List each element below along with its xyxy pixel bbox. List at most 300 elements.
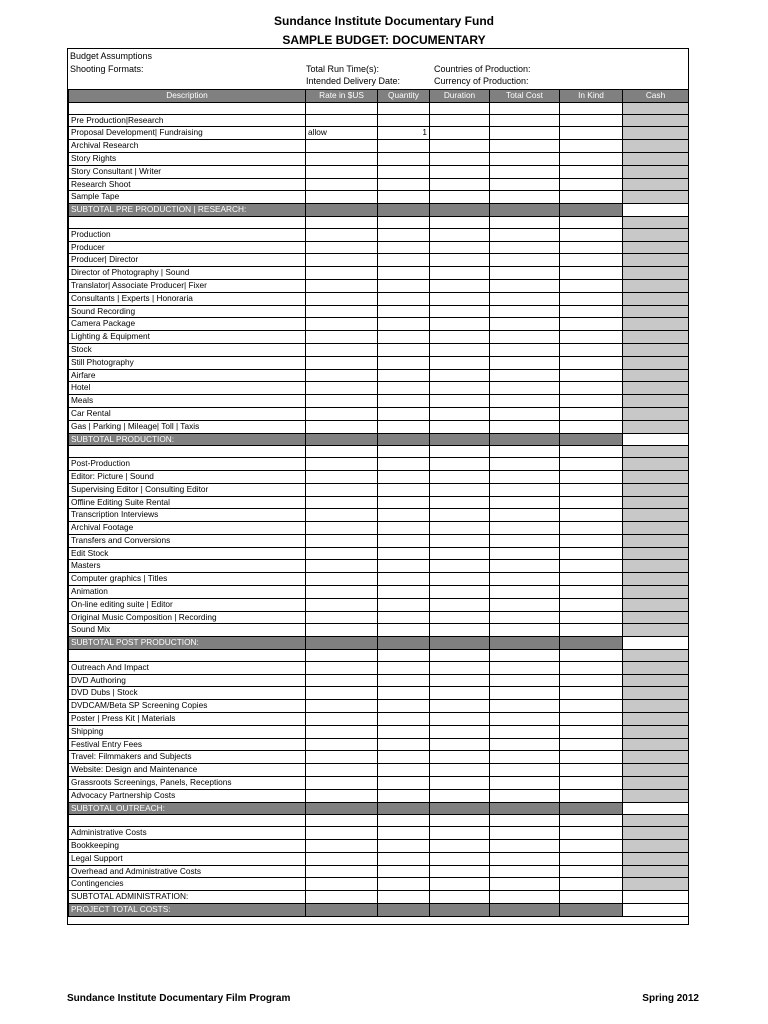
row-rate xyxy=(306,228,378,241)
row-total-cost xyxy=(490,382,560,395)
row-duration xyxy=(430,102,490,114)
row-in-kind xyxy=(560,127,623,140)
table-row xyxy=(69,713,689,726)
intended-delivery-label: Intended Delivery Date: xyxy=(306,76,401,86)
row-cash xyxy=(623,815,689,827)
row-rate xyxy=(306,204,378,217)
row-rate xyxy=(306,483,378,496)
row-rate xyxy=(306,318,378,331)
row-in-kind xyxy=(560,700,623,713)
row-cash xyxy=(623,369,689,382)
table-row xyxy=(69,624,689,637)
row-rate xyxy=(306,878,378,891)
row-cash xyxy=(623,127,689,140)
row-description: Producer| Director xyxy=(69,254,306,267)
row-cash xyxy=(623,254,689,267)
table-row xyxy=(69,279,689,292)
row-quantity xyxy=(378,725,430,738)
row-description: Consultants | Experts | Honoraria xyxy=(69,292,306,305)
row-description xyxy=(69,102,306,114)
row-cash xyxy=(623,216,689,228)
row-in-kind xyxy=(560,356,623,369)
row-quantity xyxy=(378,279,430,292)
table-row xyxy=(69,522,689,535)
row-duration xyxy=(430,470,490,483)
row-description: Sound Mix xyxy=(69,624,306,637)
row-total-cost xyxy=(490,140,560,153)
row-description: Overhead and Administrative Costs xyxy=(69,865,306,878)
row-quantity xyxy=(378,522,430,535)
row-total-cost xyxy=(490,738,560,751)
row-quantity xyxy=(378,395,430,408)
row-in-kind xyxy=(560,318,623,331)
row-cash xyxy=(623,279,689,292)
row-duration xyxy=(430,891,490,904)
row-total-cost xyxy=(490,470,560,483)
row-total-cost xyxy=(490,713,560,726)
row-cash xyxy=(623,547,689,560)
table-row xyxy=(69,789,689,802)
row-duration xyxy=(430,318,490,331)
row-cash xyxy=(623,178,689,191)
row-quantity xyxy=(378,573,430,586)
row-duration xyxy=(430,534,490,547)
row-quantity xyxy=(378,674,430,687)
subtotal-row xyxy=(69,637,689,650)
table-row xyxy=(69,496,689,509)
row-quantity xyxy=(378,343,430,356)
row-duration xyxy=(430,611,490,624)
row-rate xyxy=(306,865,378,878)
row-cash xyxy=(623,700,689,713)
row-description: Poster | Press Kit | Materials xyxy=(69,713,306,726)
row-in-kind xyxy=(560,305,623,318)
row-total-cost xyxy=(490,420,560,433)
row-duration xyxy=(430,827,490,840)
row-rate: allow xyxy=(306,127,378,140)
table-row xyxy=(69,827,689,840)
row-in-kind xyxy=(560,738,623,751)
row-rate xyxy=(306,433,378,446)
row-quantity xyxy=(378,407,430,420)
row-duration xyxy=(430,598,490,611)
row-description: Sound Recording xyxy=(69,305,306,318)
row-cash xyxy=(623,891,689,904)
row-total-cost xyxy=(490,446,560,458)
row-rate xyxy=(306,279,378,292)
row-description: SUBTOTAL OUTREACH: xyxy=(69,802,306,815)
row-quantity xyxy=(378,140,430,153)
row-description: Car Rental xyxy=(69,407,306,420)
row-total-cost xyxy=(490,102,560,114)
subtotal-row xyxy=(69,904,689,917)
row-duration xyxy=(430,343,490,356)
row-description xyxy=(69,650,306,662)
row-rate xyxy=(306,102,378,114)
row-description: Stock xyxy=(69,343,306,356)
table-row xyxy=(69,114,689,127)
row-in-kind xyxy=(560,470,623,483)
row-total-cost xyxy=(490,547,560,560)
row-in-kind xyxy=(560,713,623,726)
row-duration xyxy=(430,674,490,687)
org-title: Sundance Institute Documentary Fund xyxy=(273,14,495,28)
row-in-kind xyxy=(560,420,623,433)
row-total-cost xyxy=(490,637,560,650)
row-quantity xyxy=(378,700,430,713)
row-duration xyxy=(430,777,490,790)
row-total-cost xyxy=(490,241,560,254)
row-description: Masters xyxy=(69,560,306,573)
row-total-cost xyxy=(490,228,560,241)
row-in-kind xyxy=(560,279,623,292)
row-quantity xyxy=(378,178,430,191)
row-rate xyxy=(306,586,378,599)
row-cash xyxy=(623,611,689,624)
row-rate xyxy=(306,114,378,127)
row-cash xyxy=(623,725,689,738)
row-rate xyxy=(306,470,378,483)
row-duration xyxy=(430,267,490,280)
row-rate xyxy=(306,216,378,228)
table-row xyxy=(69,738,689,751)
row-quantity xyxy=(378,650,430,662)
row-rate xyxy=(306,152,378,165)
table-row xyxy=(69,777,689,790)
row-duration xyxy=(430,764,490,777)
row-total-cost xyxy=(490,687,560,700)
row-description: Edit Stock xyxy=(69,547,306,560)
row-rate xyxy=(306,369,378,382)
table-row xyxy=(69,343,689,356)
row-total-cost xyxy=(490,267,560,280)
row-in-kind xyxy=(560,165,623,178)
row-in-kind xyxy=(560,904,623,917)
row-total-cost xyxy=(490,777,560,790)
row-cash xyxy=(623,470,689,483)
row-cash xyxy=(623,483,689,496)
row-total-cost xyxy=(490,204,560,217)
row-in-kind xyxy=(560,114,623,127)
table-row xyxy=(69,305,689,318)
row-cash xyxy=(623,827,689,840)
row-duration xyxy=(430,407,490,420)
table-row xyxy=(69,356,689,369)
row-in-kind xyxy=(560,496,623,509)
row-total-cost xyxy=(490,127,560,140)
table-row xyxy=(69,254,689,267)
row-description: Research Shoot xyxy=(69,178,306,191)
table-row xyxy=(69,241,689,254)
row-cash xyxy=(623,687,689,700)
row-in-kind xyxy=(560,827,623,840)
row-cash xyxy=(623,674,689,687)
row-total-cost xyxy=(490,700,560,713)
row-in-kind xyxy=(560,725,623,738)
table-row xyxy=(69,191,689,204)
table-row xyxy=(69,611,689,624)
row-in-kind xyxy=(560,764,623,777)
row-quantity xyxy=(378,305,430,318)
row-cash xyxy=(623,789,689,802)
table-row xyxy=(69,483,689,496)
row-in-kind xyxy=(560,573,623,586)
table-row xyxy=(69,470,689,483)
row-quantity xyxy=(378,840,430,853)
table-row xyxy=(69,560,689,573)
table-row xyxy=(69,586,689,599)
budget-assumptions xyxy=(68,49,688,90)
row-quantity xyxy=(378,878,430,891)
row-in-kind xyxy=(560,343,623,356)
row-in-kind xyxy=(560,547,623,560)
row-in-kind xyxy=(560,483,623,496)
row-duration xyxy=(430,204,490,217)
row-cash xyxy=(623,764,689,777)
row-total-cost xyxy=(490,624,560,637)
row-in-kind xyxy=(560,865,623,878)
row-duration xyxy=(430,216,490,228)
row-rate xyxy=(306,458,378,471)
row-description: Shipping xyxy=(69,725,306,738)
row-duration xyxy=(430,713,490,726)
row-quantity xyxy=(378,165,430,178)
countries-label: Countries of Production: xyxy=(434,64,531,74)
row-duration xyxy=(430,483,490,496)
row-cash xyxy=(623,305,689,318)
col-header: In Kind xyxy=(560,90,623,103)
blank-row xyxy=(69,446,689,458)
row-duration xyxy=(430,178,490,191)
subtotal-row xyxy=(69,433,689,446)
row-description: Lighting & Equipment xyxy=(69,331,306,344)
row-description: Original Music Composition | Recording xyxy=(69,611,306,624)
table-row xyxy=(69,534,689,547)
row-in-kind xyxy=(560,267,623,280)
row-total-cost xyxy=(490,586,560,599)
row-cash xyxy=(623,267,689,280)
row-total-cost xyxy=(490,852,560,865)
row-rate xyxy=(306,789,378,802)
footer-program: Sundance Institute Documentary Film Program xyxy=(67,993,291,1004)
row-duration xyxy=(430,650,490,662)
row-description: Grassroots Screenings, Panels, Receptions xyxy=(69,777,306,790)
row-description: Festival Entry Fees xyxy=(69,738,306,751)
table-row xyxy=(69,725,689,738)
row-duration xyxy=(430,382,490,395)
row-duration xyxy=(430,560,490,573)
row-description: Translator| Associate Producer| Fixer xyxy=(69,279,306,292)
row-total-cost xyxy=(490,292,560,305)
row-quantity xyxy=(378,254,430,267)
row-rate xyxy=(306,343,378,356)
table-body xyxy=(69,102,689,916)
row-cash xyxy=(623,204,689,217)
row-quantity xyxy=(378,216,430,228)
row-in-kind xyxy=(560,840,623,853)
row-quantity xyxy=(378,420,430,433)
row-in-kind xyxy=(560,382,623,395)
subtotal-row xyxy=(69,802,689,815)
row-description: DVD Dubs | Stock xyxy=(69,687,306,700)
row-cash xyxy=(623,446,689,458)
row-rate xyxy=(306,395,378,408)
row-description: Pre Production|Research xyxy=(69,114,306,127)
row-total-cost xyxy=(490,483,560,496)
table-row xyxy=(69,509,689,522)
row-cash xyxy=(623,331,689,344)
row-in-kind xyxy=(560,611,623,624)
row-cash xyxy=(623,152,689,165)
row-rate xyxy=(306,674,378,687)
row-total-cost xyxy=(490,827,560,840)
row-total-cost xyxy=(490,433,560,446)
row-description: Transcription Interviews xyxy=(69,509,306,522)
row-total-cost xyxy=(490,216,560,228)
row-description: Sample Tape xyxy=(69,191,306,204)
row-total-cost xyxy=(490,395,560,408)
row-description xyxy=(69,815,306,827)
row-rate xyxy=(306,661,378,674)
row-quantity xyxy=(378,470,430,483)
row-description: Hotel xyxy=(69,382,306,395)
table-row xyxy=(69,228,689,241)
row-total-cost xyxy=(490,343,560,356)
table-row xyxy=(69,331,689,344)
row-duration xyxy=(430,751,490,764)
row-cash xyxy=(623,624,689,637)
row-in-kind xyxy=(560,522,623,535)
table-row xyxy=(69,318,689,331)
row-description: Story Consultant | Writer xyxy=(69,165,306,178)
row-quantity xyxy=(378,356,430,369)
row-description: Editor: Picture | Sound xyxy=(69,470,306,483)
budget-sheet xyxy=(67,48,689,925)
row-in-kind xyxy=(560,891,623,904)
row-duration xyxy=(430,356,490,369)
row-duration xyxy=(430,369,490,382)
footer-date: Spring 2012 xyxy=(642,993,699,1004)
row-in-kind xyxy=(560,241,623,254)
row-total-cost xyxy=(490,254,560,267)
row-duration xyxy=(430,191,490,204)
table-row xyxy=(69,700,689,713)
row-cash xyxy=(623,458,689,471)
row-quantity xyxy=(378,241,430,254)
row-description: Legal Support xyxy=(69,852,306,865)
row-duration xyxy=(430,127,490,140)
row-duration xyxy=(430,509,490,522)
row-cash xyxy=(623,598,689,611)
row-description: SUBTOTAL ADMINISTRATION: xyxy=(69,891,306,904)
row-in-kind xyxy=(560,204,623,217)
row-description: PROJECT TOTAL COSTS: xyxy=(69,904,306,917)
row-cash xyxy=(623,661,689,674)
row-rate xyxy=(306,407,378,420)
table-row xyxy=(69,547,689,560)
row-rate xyxy=(306,420,378,433)
row-rate xyxy=(306,891,378,904)
row-in-kind xyxy=(560,369,623,382)
table-row xyxy=(69,458,689,471)
row-rate xyxy=(306,254,378,267)
row-description: Archival Research xyxy=(69,140,306,153)
row-cash xyxy=(623,318,689,331)
table-header-row xyxy=(69,90,689,103)
row-duration xyxy=(430,114,490,127)
row-description: DVD Authoring xyxy=(69,674,306,687)
row-quantity xyxy=(378,891,430,904)
row-quantity xyxy=(378,267,430,280)
table-row xyxy=(69,407,689,420)
row-description: Advocacy Partnership Costs xyxy=(69,789,306,802)
row-rate xyxy=(306,827,378,840)
row-duration xyxy=(430,725,490,738)
row-quantity xyxy=(378,713,430,726)
table-row xyxy=(69,165,689,178)
row-quantity xyxy=(378,738,430,751)
row-in-kind xyxy=(560,534,623,547)
row-duration xyxy=(430,241,490,254)
row-total-cost xyxy=(490,496,560,509)
row-duration xyxy=(430,433,490,446)
row-description: SUBTOTAL PRE PRODUCTION | RESEARCH: xyxy=(69,204,306,217)
row-description: Meals xyxy=(69,395,306,408)
row-total-cost xyxy=(490,674,560,687)
row-quantity xyxy=(378,815,430,827)
row-rate xyxy=(306,611,378,624)
row-quantity xyxy=(378,496,430,509)
row-rate xyxy=(306,522,378,535)
row-total-cost xyxy=(490,865,560,878)
row-duration xyxy=(430,140,490,153)
table-row xyxy=(69,178,689,191)
row-rate xyxy=(306,140,378,153)
row-cash xyxy=(623,865,689,878)
row-cash xyxy=(623,228,689,241)
row-total-cost xyxy=(490,305,560,318)
row-quantity xyxy=(378,204,430,217)
table-row xyxy=(69,674,689,687)
row-description: Computer graphics | Titles xyxy=(69,573,306,586)
row-total-cost xyxy=(490,331,560,344)
row-quantity xyxy=(378,751,430,764)
table-row xyxy=(69,891,689,904)
row-description: DVDCAM/Beta SP Screening Copies xyxy=(69,700,306,713)
row-in-kind xyxy=(560,852,623,865)
row-description: Production xyxy=(69,228,306,241)
row-rate xyxy=(306,191,378,204)
row-in-kind xyxy=(560,789,623,802)
row-description: Airfare xyxy=(69,369,306,382)
row-rate xyxy=(306,777,378,790)
row-total-cost xyxy=(490,764,560,777)
table-row xyxy=(69,852,689,865)
row-total-cost xyxy=(490,598,560,611)
row-description: SUBTOTAL PRODUCTION: xyxy=(69,433,306,446)
row-cash xyxy=(623,114,689,127)
row-rate xyxy=(306,560,378,573)
row-total-cost xyxy=(490,611,560,624)
row-quantity xyxy=(378,152,430,165)
budget-table xyxy=(68,89,689,917)
row-rate xyxy=(306,840,378,853)
row-cash xyxy=(623,140,689,153)
row-cash xyxy=(623,241,689,254)
row-duration xyxy=(430,292,490,305)
row-duration xyxy=(430,815,490,827)
row-cash xyxy=(623,560,689,573)
